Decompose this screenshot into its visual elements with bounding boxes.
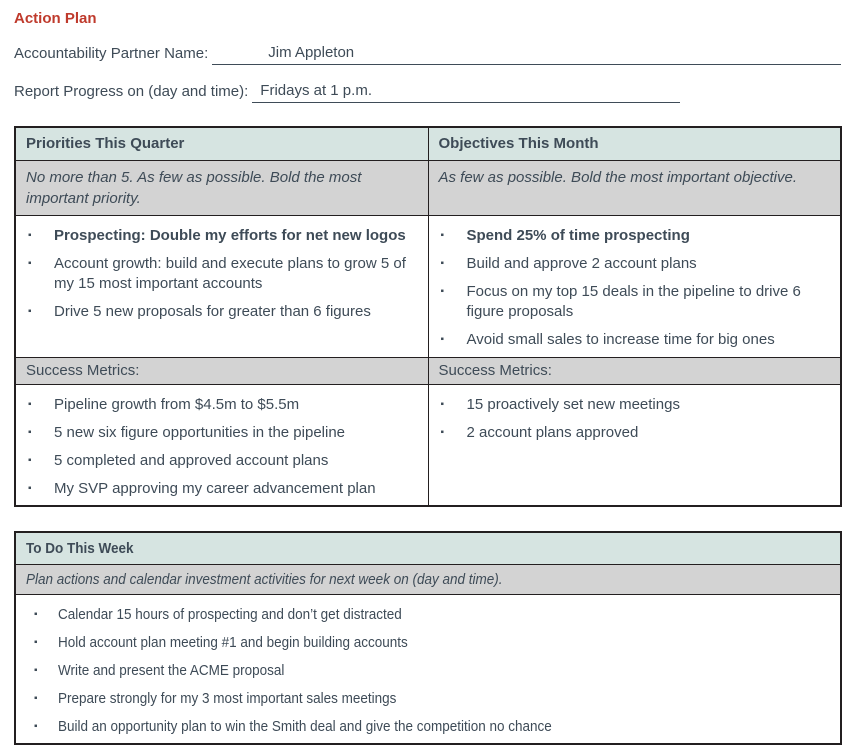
square-bullet-icon [441,330,449,350]
report-progress-value[interactable]: Fridays at 1 p.m. [252,81,680,103]
objectives-list [433,222,837,354]
square-bullet-icon [34,717,42,737]
square-bullet-icon [28,226,36,246]
list-item-text: Hold account plan meeting #1 and begin building accounts [58,634,408,651]
list-item-text: 5 new six figure opportunities in the pipeline [54,423,346,441]
priorities-list [20,222,424,326]
list-item-text: Prospecting: Double my efforts for net new logos [54,226,406,244]
metric-list-item [20,447,424,475]
list-item-text: Avoid small sales to increase time for big ones [466,330,775,348]
todo-this-week-table [14,531,842,746]
square-bullet-icon [441,226,449,246]
objective-list-item [433,250,837,278]
todo-instruction-row [15,565,841,595]
todo-list-item [20,657,836,685]
accountability-partner-value[interactable]: Jim Appleton [212,43,841,65]
list-item-text: Build and approve 2 account plans [466,254,697,272]
priorities-list-cell [15,215,428,357]
todo-instruction-text: Plan actions and calendar investment activities for next week on (day and time). [26,571,503,588]
objectives-header-cell: Objectives This Month [428,127,841,160]
square-bullet-icon [28,423,36,443]
list-item-text: Build an opportunity plan to win the Smith deal and give the competition no chance [58,718,552,735]
metric-list-item [20,475,424,503]
report-progress-field [14,81,841,103]
objectives-metrics-list [433,391,837,447]
square-bullet-icon [441,282,449,302]
list-item-text: Account growth: build and execute plans to grow 5 of my 15 most important accounts [54,254,406,292]
square-bullet-icon [28,479,36,499]
todo-list-item [20,601,836,629]
list-item-text: Spend 25% of time prospecting [466,226,690,244]
metric-list-item [20,391,424,419]
metric-list-item [433,391,837,419]
metric-list-item [20,419,424,447]
todo-header-row [15,532,841,565]
todo-items-row [15,595,841,745]
square-bullet-icon [28,254,36,274]
square-bullet-icon [28,451,36,471]
list-item-text: Pipeline growth from $4.5m to $5.5m [54,395,300,413]
report-progress-label: Report Progress on (day and time): [14,83,249,100]
objective-list-item [433,326,837,354]
priority-list-item [20,222,424,250]
quarterly-priorities-table [14,126,842,507]
accountability-partner-label: Accountability Partner Name: [14,45,209,62]
square-bullet-icon [441,254,449,274]
list-item-text: Focus on my top 15 deals in the pipeline to drive 6 figure proposals [466,282,801,320]
success-metrics-row [15,384,841,506]
priorities-header-cell: Priorities This Quarter [15,127,428,160]
todo-list-cell [15,595,841,745]
square-bullet-icon [28,302,36,322]
list-item-text: 2 account plans approved [466,423,639,441]
todo-header-text: To Do This Week [26,539,134,557]
objectives-metrics-header-cell: Success Metrics: [428,357,841,384]
priority-list-item [20,298,424,326]
list-item-text: 5 completed and approved account plans [54,451,329,469]
metric-list-item [433,419,837,447]
todo-list-item [20,629,836,657]
table-instruction-row [15,160,841,215]
objective-list-item [433,222,837,250]
table-header-row [15,127,841,160]
todo-instruction-cell [15,565,841,595]
page-title: Action Plan [14,10,97,27]
objective-list-item [433,278,837,326]
priorities-metrics-list [20,391,424,503]
square-bullet-icon [28,395,36,415]
square-bullet-icon [441,423,449,443]
square-bullet-icon [34,661,42,681]
list-item-text: Prepare strongly for my 3 most important sales meetings [58,690,397,707]
list-item-text: Drive 5 new proposals for greater than 6 figures [54,302,371,320]
priorities-instruction-cell: No more than 5. As few as possible. Bold the most important priority. [15,160,428,215]
accountability-partner-field [14,43,841,65]
list-item-text: Write and present the ACME proposal [58,662,285,679]
square-bullet-icon [441,395,449,415]
list-item-text: Calendar 15 hours of prospecting and don’t get distracted [58,606,402,623]
square-bullet-icon [34,633,42,653]
list-item-text: My SVP approving my career advancement plan [54,479,376,497]
todo-list-item [20,685,836,713]
square-bullet-icon [34,689,42,709]
objectives-metrics-cell [428,384,841,506]
success-metrics-header-row [15,357,841,384]
priority-list-item [20,250,424,298]
priorities-metrics-header-cell: Success Metrics: [15,357,428,384]
todo-list [20,601,836,741]
todo-list-item [20,713,836,741]
table-bullets-row [15,215,841,357]
priorities-metrics-cell [15,384,428,506]
objectives-list-cell [428,215,841,357]
list-item-text: 15 proactively set new meetings [466,395,680,413]
square-bullet-icon [34,605,42,625]
objectives-instruction-cell: As few as possible. Bold the most important objective. [428,160,841,215]
todo-header-cell [15,532,841,565]
